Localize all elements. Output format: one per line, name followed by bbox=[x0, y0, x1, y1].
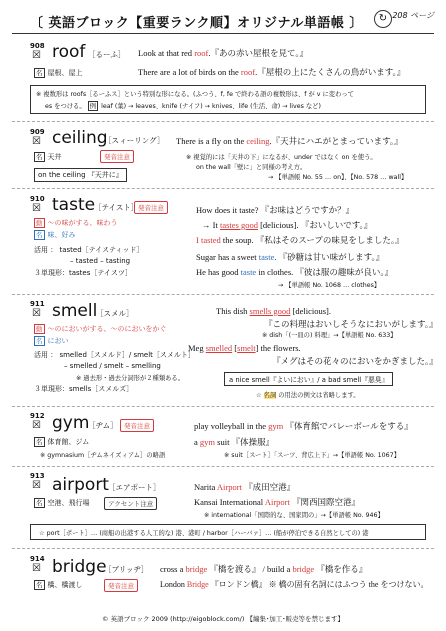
pronunciation: ［るーふ］ bbox=[88, 50, 126, 59]
phrase-box: on the ceiling 『天井に』 bbox=[34, 168, 127, 182]
meaning-line: 名 空港、飛行場 bbox=[36, 499, 90, 507]
entry-separator bbox=[12, 466, 434, 467]
example-question: How does it taste? 『お味はどうですか？』 bbox=[196, 205, 355, 215]
headword: airport bbox=[52, 475, 109, 495]
usage-note: ※ dish「(一皿の) 料理」→【単語帳 No. 633】 bbox=[262, 332, 397, 339]
example-sentence-4: He has good taste in clothes. 『彼は服の趣味が良い。』 bbox=[196, 267, 394, 277]
port-harbor-note: ☆ port［ポート］… (商船の出港する人工的な) 港、港町 / harbor［ハーバァ］… (船が停泊できる自然としての) 港 bbox=[39, 530, 369, 537]
pos-noun-badge: 名 bbox=[36, 438, 43, 446]
entry-separator bbox=[12, 294, 434, 295]
meaning-line: 名 体育館、ジム bbox=[36, 438, 90, 446]
pronunciation-caution-tag: 発音注意 bbox=[100, 150, 134, 163]
pronunciation: ［スィーリング］ bbox=[104, 136, 165, 145]
example-badge: 例 bbox=[89, 102, 97, 110]
checkbox-icon[interactable]: ☒ bbox=[32, 136, 41, 147]
header-rule bbox=[12, 33, 434, 34]
entry-number: 913 bbox=[30, 472, 45, 480]
meaning: 天井 bbox=[47, 153, 62, 161]
pronunciation-caution-tag: 発音注意 bbox=[104, 579, 138, 592]
example-sentence-2: a gym suit 『体操服』 bbox=[194, 437, 275, 447]
checkbox-icon[interactable]: ☒ bbox=[32, 480, 41, 491]
checkbox-icon[interactable]: ☒ bbox=[32, 50, 41, 61]
example-sentence-2: London Bridge 『ロンドン橋』 ※ 橋の固有名詞にはふつう the をつけない。 bbox=[160, 580, 429, 589]
pronunciation: ［ブリッヂ］ bbox=[104, 565, 149, 574]
headword: roof bbox=[52, 42, 86, 62]
usage-note: ※ suit［スート］「スーツ、背広上下」→【単語帳 No. 1067】 bbox=[224, 452, 400, 459]
port-harbor-note-box bbox=[30, 524, 426, 540]
page-title: 〔 英語ブロック【重要ランク順】オリジナル単語帳 〕 bbox=[30, 16, 363, 31]
pos-noun-badge: 名 bbox=[36, 499, 43, 507]
cross-reference: → 【単語帳 No. 1068 … clothes】 bbox=[278, 282, 381, 289]
conjugation-note: ※ 過去形・過去分詞形が２種類ある。 bbox=[76, 375, 185, 382]
meaning-line bbox=[34, 68, 83, 78]
example-answer: → It tastes good [delicious]. 『おいしいです。』 bbox=[202, 220, 373, 230]
abbreviation-note: ※ gymnasium［ヂムネイズィアム］の略語 bbox=[40, 452, 166, 459]
example-sentence-1: play volleyball in the gym 『体育館でバレーボールをする』 bbox=[194, 421, 413, 431]
pos-noun-badge: 名 bbox=[36, 69, 43, 77]
entry-number: 908 bbox=[30, 42, 45, 50]
pos-verb-badge: 動 bbox=[36, 219, 43, 227]
entry-separator bbox=[12, 406, 434, 407]
cycle-logo-icon: ↻ bbox=[374, 10, 392, 28]
pronunciation-caution-tag: 発音注意 bbox=[134, 201, 168, 214]
pos-noun-badge: 名 bbox=[36, 337, 43, 345]
page-number: 208 ページ bbox=[392, 11, 434, 20]
headword: ceiling bbox=[52, 128, 108, 148]
pronunciation-caution-tag: 発音注意 bbox=[120, 419, 154, 432]
example-sentence-2: There are a lot of birds on the roof.『屋根の上にたくさんの鳥がいます。』 bbox=[138, 67, 406, 77]
example-translation-2: 『メグはその花々のにおいをかぎました。』 bbox=[272, 356, 438, 366]
entry-number: 910 bbox=[30, 195, 45, 203]
noun-usage-note: ☆ 名詞 の用法の例文は省略します。 bbox=[256, 392, 360, 399]
footer-copyright: © 英語ブロック 2009 (http://eigoblock.com/) 【編集･加工･販売等を禁じます】 bbox=[102, 615, 344, 623]
entry-separator bbox=[12, 188, 434, 189]
pronunciation: ［ヂム］ bbox=[88, 421, 118, 430]
meaning: 屋根、屋上 bbox=[47, 69, 83, 77]
conjugation-line-1: 活用 ： tasted［テイスティッド］ bbox=[34, 246, 144, 254]
pos-verb-badge: 動 bbox=[36, 325, 43, 333]
example-sentence-2: Kansai International Airport 『関西国際空港』 bbox=[194, 497, 360, 507]
usage-note-2: on the wall「壁に」と同様の考え方。 bbox=[196, 164, 307, 171]
meaning-line bbox=[34, 152, 62, 162]
entry-number: 911 bbox=[30, 300, 45, 308]
entry-number: 912 bbox=[30, 412, 45, 420]
example-sentence-3: Sugar has a sweet taste. 『砂糖は甘い味がします。』 bbox=[196, 252, 385, 262]
collocation-box: a nice smell『よいにおい』/ a bad smell『悪臭』 bbox=[224, 372, 393, 386]
headword: gym bbox=[52, 413, 90, 433]
checkbox-icon[interactable]: ☒ bbox=[32, 203, 41, 214]
meaning-line: 名 橋、橋渡し bbox=[36, 581, 83, 589]
plural-note-line-2: es をつける。 例 leaf (葉) → leaves、knife (ナイフ) → knives、life (生活、命) → lives など) bbox=[45, 102, 321, 110]
conjugation-line-1: 活用 ： smelled［スメルド］/ smelt［スメルト］ bbox=[34, 351, 195, 359]
third-person-form: ３単現形：smells［スメルズ］ bbox=[34, 385, 134, 393]
meaning-noun: 名 におい bbox=[36, 337, 69, 345]
plural-note-line-1: ※ 複数形は roofs［るーふス］という特別な形になる。(ふつう、f, fe で終わる語の複数形は、f が v に変わって bbox=[36, 91, 354, 98]
headword: smell bbox=[52, 301, 98, 321]
pos-noun-badge: 名 bbox=[36, 153, 43, 161]
entry-number: 914 bbox=[30, 555, 45, 563]
meaning-noun: 名 味、好み bbox=[36, 231, 76, 239]
entry-number: 909 bbox=[30, 128, 45, 136]
plural-note-box bbox=[30, 85, 426, 114]
example-translation-1: 『この料理はおいしそうなにおいがします。』 bbox=[264, 319, 438, 329]
usage-note-1: ※ 視覚的には「天井の下」になるが、under ではなく on を使う。 bbox=[186, 154, 377, 161]
example-sentence: There is a fly on the ceiling.『天井にハエがとまっています。』 bbox=[176, 136, 403, 146]
example-sentence-2: Meg smelled [smelt] the flowers. bbox=[188, 343, 301, 353]
third-person-form: ３単現形：tastes［テイスツ］ bbox=[34, 269, 132, 277]
meaning-verb: 動 ～のにおいがする、～のにおいをかぐ bbox=[36, 325, 167, 333]
usage-note: ※ international「国際的な、国家間の」→【単語帳 No. 946】 bbox=[204, 512, 384, 519]
checkbox-icon[interactable]: ☒ bbox=[32, 308, 41, 319]
checkbox-icon[interactable]: ☒ bbox=[32, 420, 41, 431]
pos-noun-badge: 名 bbox=[36, 231, 43, 239]
example-sentence-1: cross a bridge 『橋を渡る』 / build a bridge 『橋を作る』 bbox=[160, 564, 368, 574]
conjugation-line-2: – smelled / smelt – smelling bbox=[64, 362, 161, 370]
headword: taste bbox=[52, 195, 96, 215]
entry-separator bbox=[12, 121, 434, 122]
conjugation-line-2: – tasted – tasting bbox=[70, 257, 131, 265]
example-sentence-2: I tasted the soup. 『私はそのスープの味見をしました。』 bbox=[196, 235, 404, 245]
meaning-verb: 動 ～の味がする、味わう bbox=[36, 219, 118, 227]
checkbox-icon[interactable]: ☒ bbox=[32, 563, 41, 574]
pronunciation: ［エアポート］ bbox=[108, 483, 161, 492]
pronunciation: ［テイスト］ bbox=[94, 203, 139, 212]
entry-separator bbox=[12, 548, 434, 549]
headword: bridge bbox=[52, 557, 107, 577]
pos-noun-badge: 名 bbox=[36, 581, 43, 589]
example-sentence-1: This dish smells good [delicious]. bbox=[216, 306, 331, 316]
accent-caution-tag: アクセント注意 bbox=[104, 497, 157, 510]
cross-reference: → 【単語帳 No. 55 … on】、【No. 578 … wall】 bbox=[268, 174, 408, 181]
example-sentence-1: Narita Airport 『成田空港』 bbox=[194, 482, 296, 492]
pronunciation: ［スメル］ bbox=[96, 309, 134, 318]
example-sentence-1: Look at that red roof.『あの赤い屋根を見て。』 bbox=[138, 48, 309, 58]
